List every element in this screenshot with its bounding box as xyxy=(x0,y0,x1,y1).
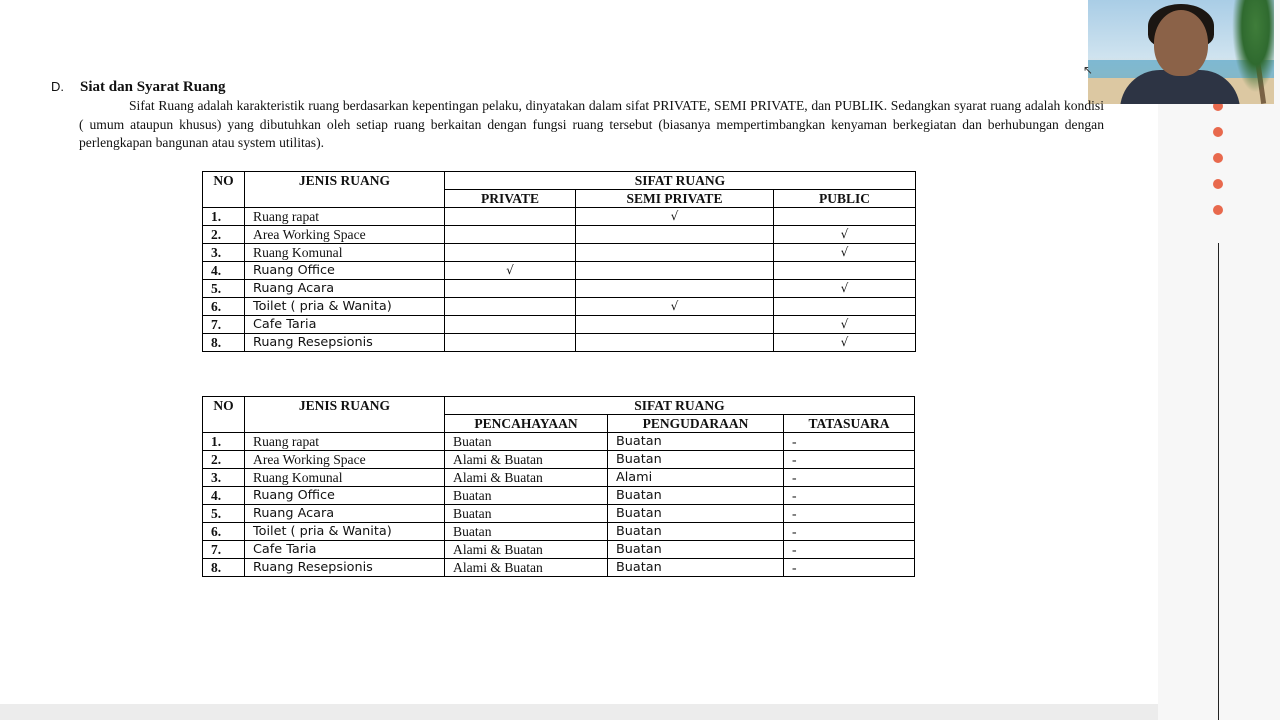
check-cell: √ xyxy=(774,280,916,298)
room-name: Area Working Space xyxy=(245,226,445,244)
row-number: 7. xyxy=(203,316,245,334)
room-name: Ruang rapat xyxy=(245,433,445,451)
requirement-cell: Alami & Buatan xyxy=(445,541,608,559)
panel-divider xyxy=(1218,243,1219,720)
requirement-cell: - xyxy=(784,433,915,451)
check-cell xyxy=(445,316,576,334)
header-semi-private: SEMI PRIVATE xyxy=(576,190,774,208)
requirement-cell: Buatan xyxy=(445,523,608,541)
row-number: 4. xyxy=(203,487,245,505)
requirement-cell: Buatan xyxy=(608,541,784,559)
row-number: 2. xyxy=(203,226,245,244)
requirement-cell: Alami & Buatan xyxy=(445,451,608,469)
slide-dot-3[interactable] xyxy=(1213,153,1223,163)
requirement-cell: - xyxy=(784,487,915,505)
requirement-cell: Alami & Buatan xyxy=(445,559,608,577)
slide-dot-2[interactable] xyxy=(1213,127,1223,137)
row-number: 1. xyxy=(203,208,245,226)
row-number: 8. xyxy=(203,559,245,577)
check-cell xyxy=(576,244,774,262)
check-cell: √ xyxy=(576,298,774,316)
header-sifat-ruang: SIFAT RUANG xyxy=(445,172,916,190)
header-pengudaraan: PENGUDARAAN xyxy=(608,415,784,433)
header-no: NO xyxy=(203,397,245,433)
requirement-cell: Buatan xyxy=(445,505,608,523)
paragraph-text: Sifat Ruang adalah karakteristik ruang berdasarkan kepentingan pelaku, dinyatakan dalam sifat PRIVATE, SEMI PRIVATE, dan PUBLIK. Sedangkan syarat ruang adalah kondisi ( umum ataupun khusus) yang dibutuhkan oleh setiap ruang berkaitan dengan fungsi ruang tersebut (biasanya mempertimbangkan kenyaman berkegiatan dan berhubungan dengan perlengkapan bangunan atau system utilitas). xyxy=(79,98,1104,150)
requirement-cell: Buatan xyxy=(608,487,784,505)
table-row xyxy=(203,541,915,559)
check-cell xyxy=(445,208,576,226)
room-name: Area Working Space xyxy=(245,451,445,469)
requirement-cell: - xyxy=(784,451,915,469)
table-row xyxy=(203,316,916,334)
room-name: Ruang Resepsionis xyxy=(245,559,445,577)
requirement-cell: Buatan xyxy=(608,523,784,541)
section-title: Siat dan Syarat Ruang xyxy=(80,79,226,95)
room-name: Ruang Acara xyxy=(245,280,445,298)
slide-dot-4[interactable] xyxy=(1213,179,1223,189)
slide-dot-5[interactable] xyxy=(1213,205,1223,215)
check-cell: √ xyxy=(774,226,916,244)
requirement-cell: - xyxy=(784,541,915,559)
check-cell: √ xyxy=(774,334,916,352)
room-name: Ruang Office xyxy=(245,262,445,280)
table-row xyxy=(203,487,915,505)
check-cell xyxy=(576,316,774,334)
table-row xyxy=(203,280,916,298)
header-no: NO xyxy=(203,172,245,208)
requirement-cell: Buatan xyxy=(608,505,784,523)
table-row xyxy=(203,334,916,352)
requirement-cell: - xyxy=(784,505,915,523)
header-jenis-ruang: JENIS RUANG xyxy=(245,397,445,433)
requirement-cell: - xyxy=(784,523,915,541)
check-cell: √ xyxy=(774,244,916,262)
requirement-cell: Buatan xyxy=(608,433,784,451)
table-row xyxy=(203,244,916,262)
check-cell xyxy=(445,226,576,244)
row-number: 7. xyxy=(203,541,245,559)
check-cell xyxy=(774,262,916,280)
table-row xyxy=(203,262,916,280)
room-name: Ruang rapat xyxy=(245,208,445,226)
row-number: 6. xyxy=(203,298,245,316)
table-row xyxy=(203,505,915,523)
requirement-cell: Buatan xyxy=(608,559,784,577)
table-row xyxy=(203,523,915,541)
header-tatasuara: TATASUARA xyxy=(784,415,915,433)
check-cell xyxy=(445,298,576,316)
bottom-scroll-strip xyxy=(0,704,1158,720)
syarat-ruang-table xyxy=(202,396,915,577)
check-cell xyxy=(445,334,576,352)
check-cell xyxy=(576,280,774,298)
header-pencahayaan: PENCAHAYAAN xyxy=(445,415,608,433)
row-number: 2. xyxy=(203,451,245,469)
check-cell xyxy=(774,298,916,316)
sifat-ruang-table xyxy=(202,171,916,352)
row-number: 5. xyxy=(203,505,245,523)
check-cell xyxy=(576,226,774,244)
row-number: 8. xyxy=(203,334,245,352)
requirement-cell: Buatan xyxy=(445,487,608,505)
header-public: PUBLIC xyxy=(774,190,916,208)
room-name: Cafe Taria xyxy=(245,316,445,334)
header-jenis-ruang: JENIS RUANG xyxy=(245,172,445,208)
table-row xyxy=(203,298,916,316)
header-private: PRIVATE xyxy=(445,190,576,208)
requirement-cell: Buatan xyxy=(445,433,608,451)
room-name: Ruang Resepsionis xyxy=(245,334,445,352)
check-cell xyxy=(576,334,774,352)
check-cell xyxy=(445,244,576,262)
table-row xyxy=(203,469,915,487)
header-sifat-ruang: SIFAT RUANG xyxy=(445,397,915,415)
check-cell xyxy=(576,262,774,280)
room-name: Toilet ( pria & Wanita) xyxy=(245,298,445,316)
check-cell xyxy=(445,280,576,298)
check-cell: √ xyxy=(445,262,576,280)
section-paragraph xyxy=(79,97,1104,153)
room-name: Toilet ( pria & Wanita) xyxy=(245,523,445,541)
row-number: 4. xyxy=(203,262,245,280)
row-number: 3. xyxy=(203,244,245,262)
room-name: Ruang Office xyxy=(245,487,445,505)
requirement-cell: Alami & Buatan xyxy=(445,469,608,487)
requirement-cell: Alami xyxy=(608,469,784,487)
section-letter: D. xyxy=(51,79,64,94)
room-name: Ruang Komunal xyxy=(245,469,445,487)
table-row xyxy=(203,208,916,226)
check-cell xyxy=(774,208,916,226)
room-name: Ruang Acara xyxy=(245,505,445,523)
row-number: 3. xyxy=(203,469,245,487)
mouse-cursor-icon: ↖ xyxy=(1083,63,1094,77)
requirement-cell: - xyxy=(784,469,915,487)
row-number: 1. xyxy=(203,433,245,451)
table-row xyxy=(203,451,915,469)
room-name: Ruang Komunal xyxy=(245,244,445,262)
row-number: 5. xyxy=(203,280,245,298)
check-cell: √ xyxy=(576,208,774,226)
room-name: Cafe Taria xyxy=(245,541,445,559)
requirement-cell: Buatan xyxy=(608,451,784,469)
table-row xyxy=(203,433,915,451)
section-heading xyxy=(51,79,225,96)
webcam-video-thumbnail[interactable] xyxy=(1088,0,1274,104)
table-row xyxy=(203,559,915,577)
requirement-cell: - xyxy=(784,559,915,577)
check-cell: √ xyxy=(774,316,916,334)
table-row xyxy=(203,226,916,244)
row-number: 6. xyxy=(203,523,245,541)
